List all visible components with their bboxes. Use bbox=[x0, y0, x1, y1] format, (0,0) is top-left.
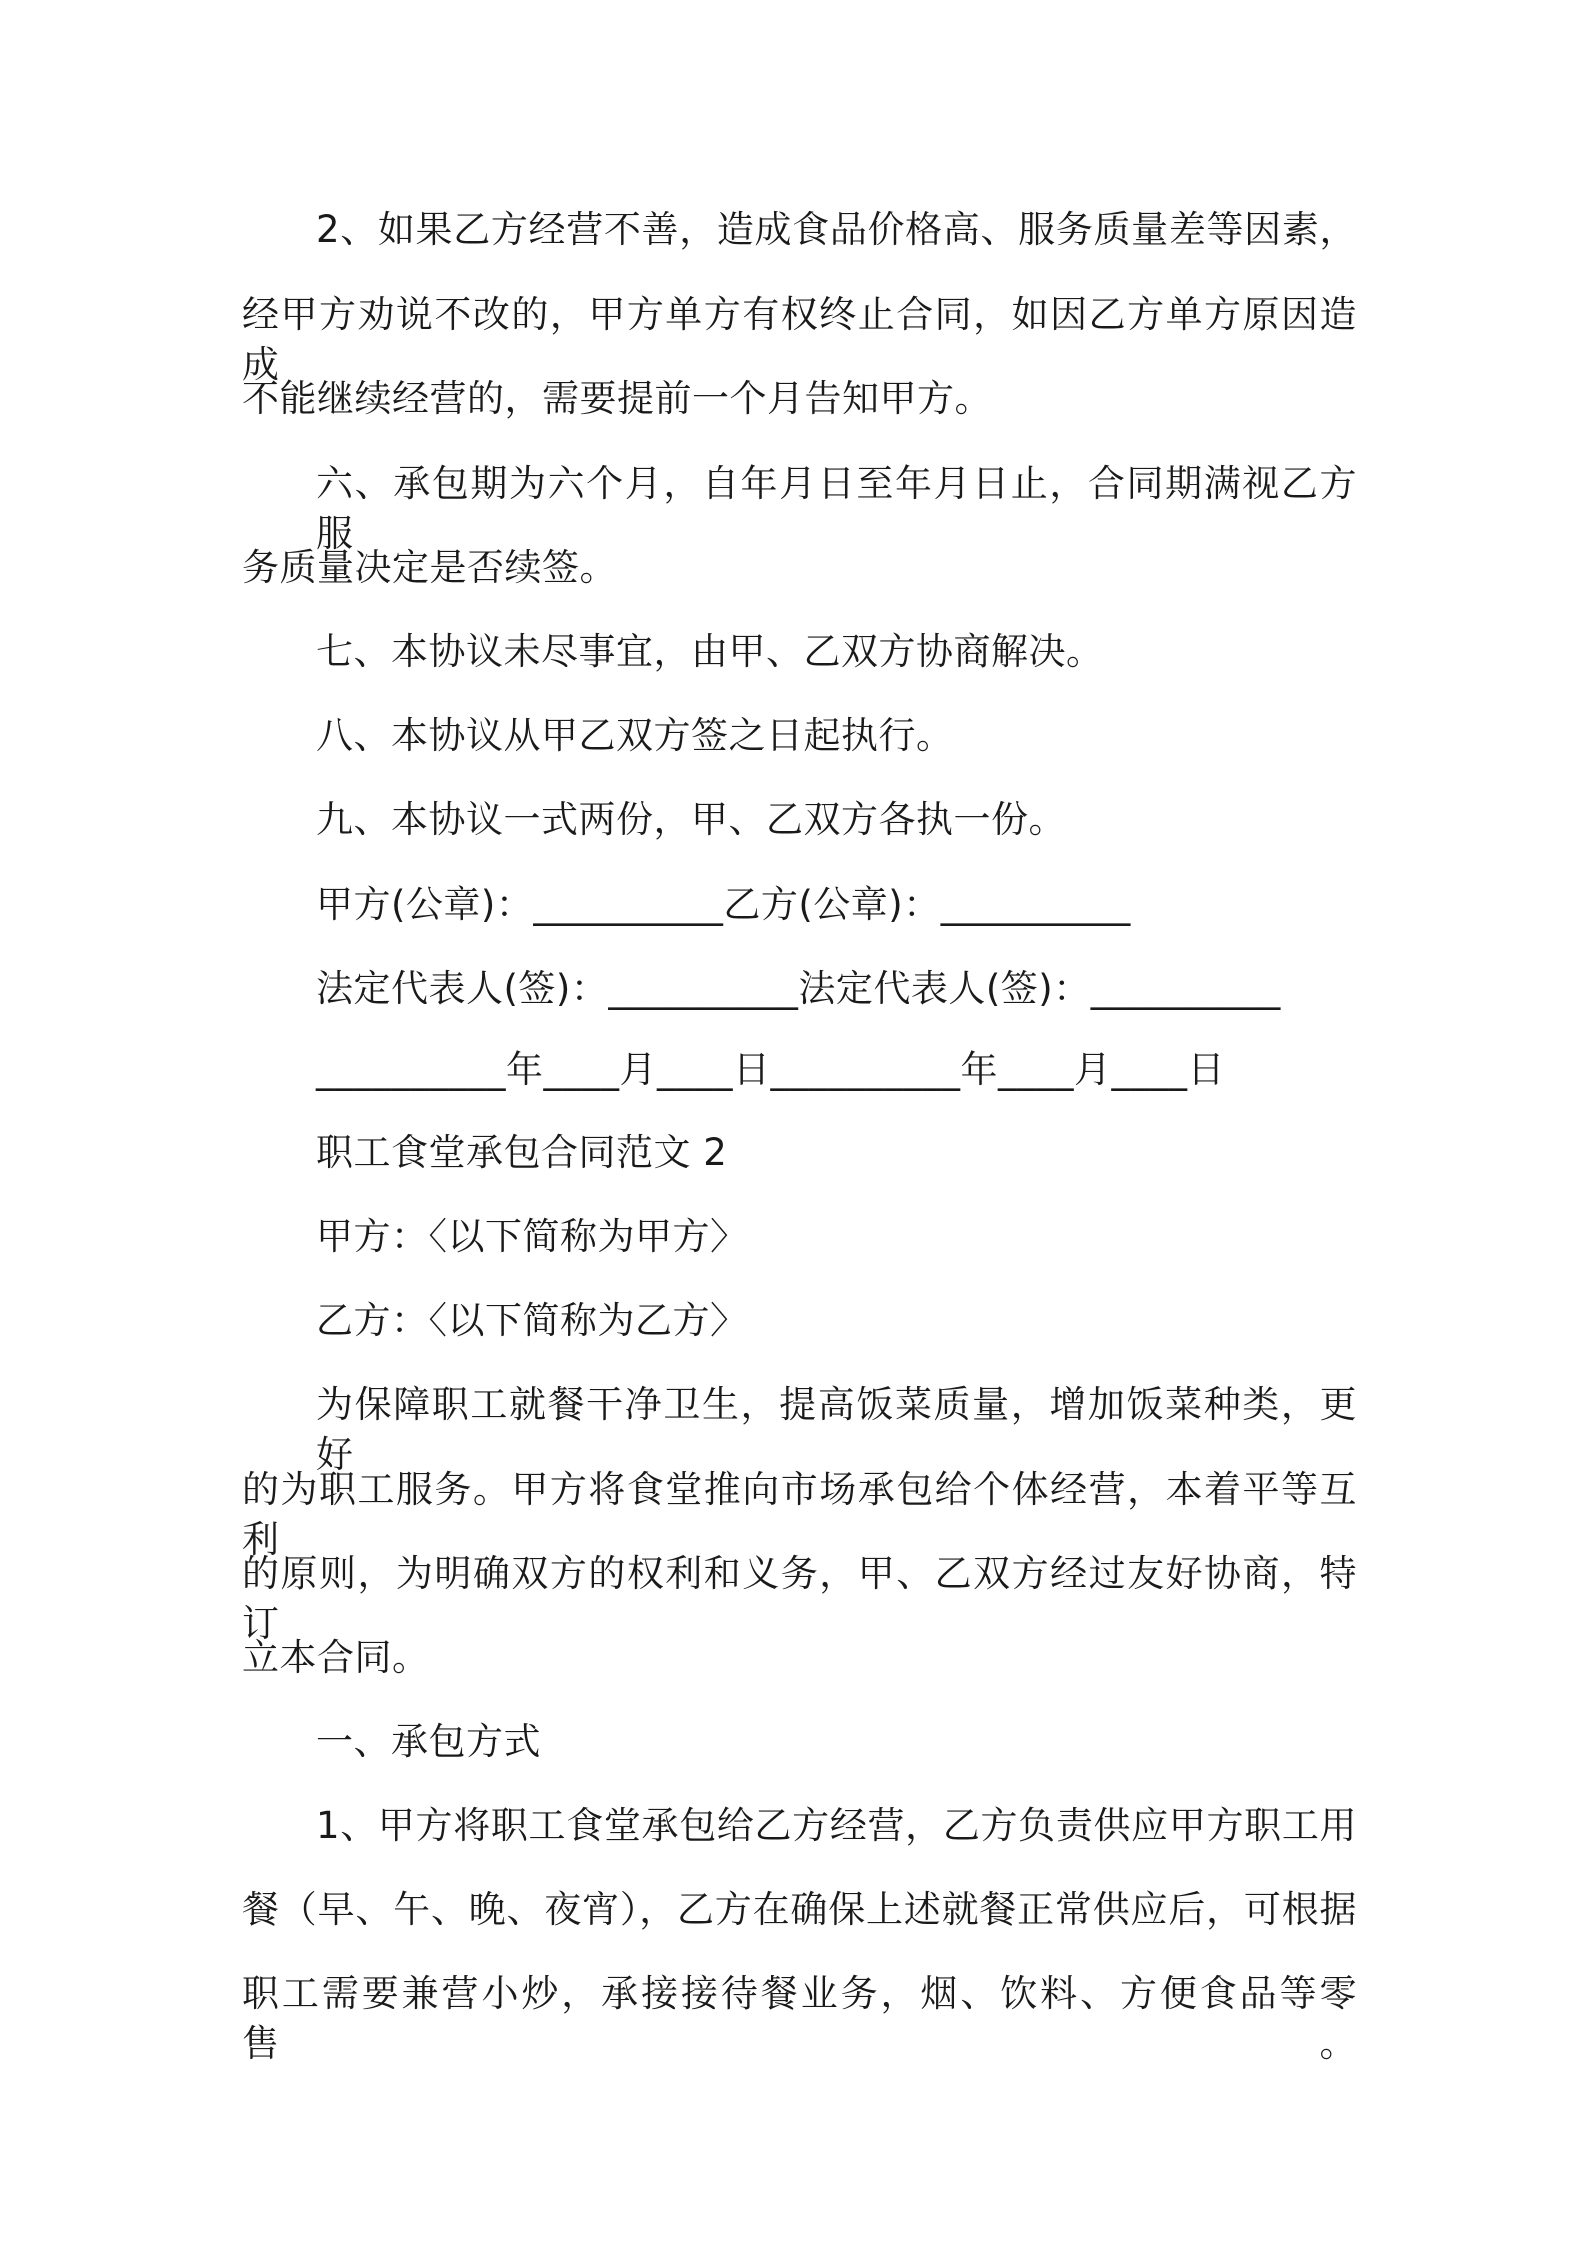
clause-5-2-line-1: 2、如果乙方经营不善，造成食品价格高、服务质量差等因素， bbox=[316, 208, 1357, 251]
signature-representative-line: 法定代表人(签)：__________法定代表人(签)：__________ bbox=[316, 967, 1281, 1010]
clause-9: 九、本协议一式两份，甲、乙双方各执一份。 bbox=[316, 798, 1066, 841]
clause-1-1-line-3: 职工需要兼营小炒，承接接待餐业务，烟、饮料、方便食品等零售。 bbox=[242, 1972, 1357, 2065]
clause-6-line-2: 务质量决定是否续签。 bbox=[242, 546, 617, 589]
clause-8: 八、本协议从甲乙双方签之日起执行。 bbox=[316, 714, 954, 757]
signature-date-line: __________年____月____日__________年____月____日 bbox=[316, 1048, 1225, 1091]
preamble-line-4: 立本合同。 bbox=[242, 1636, 430, 1679]
preamble-line-1: 为保障职工就餐干净卫生，提高饭菜质量，增加饭菜种类，更好 bbox=[316, 1383, 1357, 1476]
clause-5-2-line-2: 经甲方劝说不改的，甲方单方有权终止合同，如因乙方单方原因造成 bbox=[242, 293, 1357, 386]
clause-1-1-line-2: 餐（早、午、晚、夜宵），乙方在确保上述就餐正常供应后，可根据 bbox=[242, 1888, 1357, 1931]
clause-7: 七、本协议未尽事宜，由甲、乙双方协商解决。 bbox=[316, 630, 1104, 673]
clause-6-line-1: 六、承包期为六个月，自年月日至年月日止，合同期满视乙方服 bbox=[316, 462, 1357, 555]
preamble-line-2: 的为职工服务。甲方将食堂推向市场承包给个体经营，本着平等互利 bbox=[242, 1468, 1357, 1561]
preamble-line-3: 的原则，为明确双方的权利和义务，甲、乙双方经过友好协商，特订 bbox=[242, 1552, 1357, 1645]
clause-1-1-line-1: 1、甲方将职工食堂承包给乙方经营，乙方负责供应甲方职工用 bbox=[316, 1804, 1357, 1847]
party-b-line: 乙方：〈以下简称为乙方〉 bbox=[316, 1299, 748, 1342]
section-heading-contract-method: 一、承包方式 bbox=[316, 1720, 541, 1763]
clause-5-2-line-3: 不能继续经营的，需要提前一个月告知甲方。 bbox=[242, 377, 992, 420]
party-a-line: 甲方：〈以下简称为甲方〉 bbox=[316, 1215, 748, 1258]
section-2-title: 职工食堂承包合同范文 2 bbox=[316, 1131, 728, 1174]
signature-seal-line: 甲方(公章)：__________乙方(公章)：__________ bbox=[316, 883, 1131, 926]
